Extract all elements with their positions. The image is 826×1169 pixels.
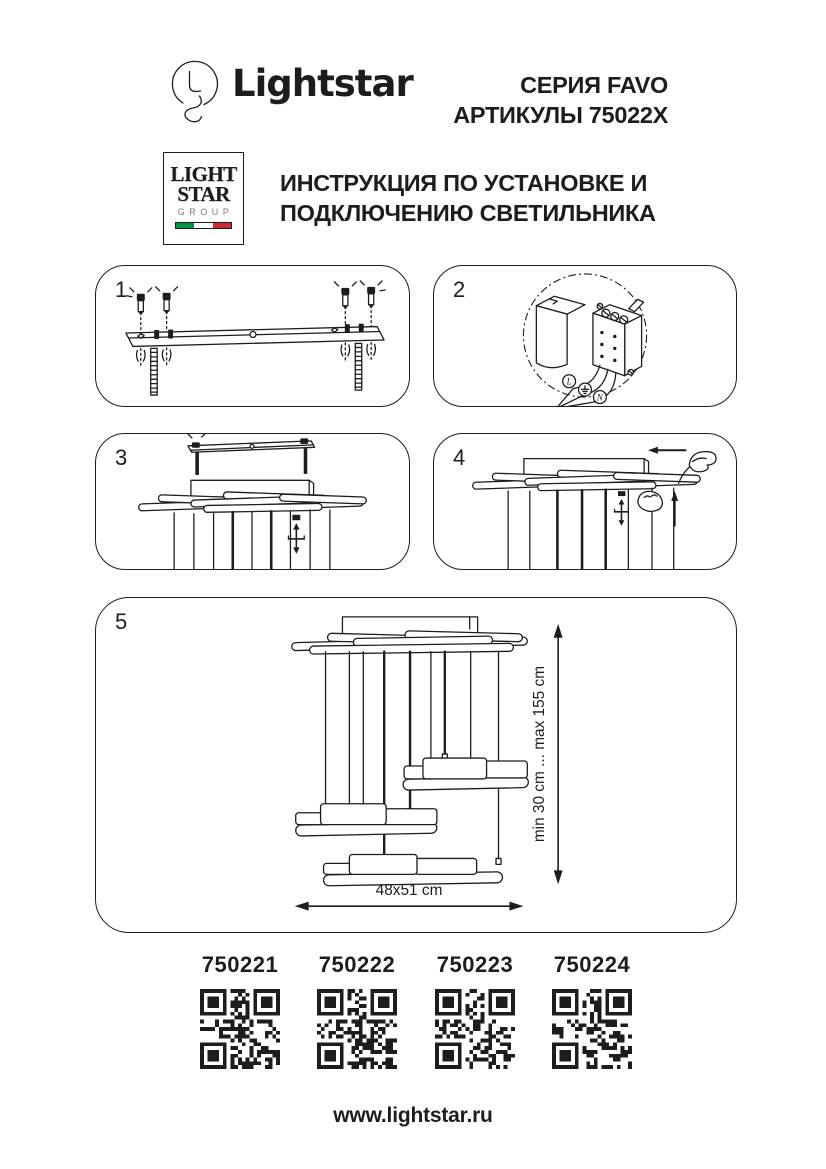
terminal-cover — [536, 296, 585, 367]
qr-code — [552, 989, 632, 1069]
article-code: 750223 — [436, 952, 514, 977]
step-number: 2 — [453, 277, 466, 302]
series-title-block — [453, 70, 668, 130]
width-dimension-label: 48x51 cm — [375, 882, 443, 900]
group-logo-word2: STAR — [177, 182, 230, 206]
upper-light-tier — [403, 758, 528, 790]
step-number: 5 — [115, 609, 128, 634]
top-panel-stack — [292, 631, 528, 654]
step-number: 1 — [115, 277, 128, 302]
step-panel-5 — [95, 597, 737, 933]
screw-icon — [360, 281, 385, 326]
group-logo-word3: GROUP — [177, 207, 234, 217]
screw-icon — [127, 288, 152, 332]
article-block — [197, 952, 283, 1069]
mounting-bar — [188, 434, 315, 475]
threaded-rod-icon — [151, 348, 157, 395]
step-number: 3 — [115, 445, 128, 470]
step-panel-2 — [433, 265, 737, 407]
height-dimension-label: min 30 cm ... max 155 cm — [531, 665, 549, 843]
lightstar-group-logo — [163, 152, 244, 245]
qr-code — [200, 989, 280, 1069]
series-title: СЕРИЯ FAVO — [520, 72, 668, 98]
horizontal-dimension-arrow — [295, 902, 524, 911]
cable-adjuster-icon — [615, 491, 629, 525]
earth-ground-icon — [579, 383, 592, 396]
lightstar-bulb-logo-icon — [163, 55, 227, 131]
screw-icon — [334, 282, 356, 327]
canopy-mounting-diagram — [96, 434, 409, 569]
article-block — [314, 952, 400, 1069]
threaded-rod-icon — [355, 343, 361, 390]
pulling-hand-icon — [689, 452, 716, 472]
anchor-icon — [341, 343, 350, 360]
instruction-title — [280, 168, 656, 228]
panel-stack — [139, 492, 367, 513]
article-code: 750224 — [553, 952, 631, 977]
middle-light-tier — [296, 804, 437, 836]
anchor-icon — [162, 348, 171, 365]
vertical-dimension-arrow — [554, 624, 563, 884]
website-url: www.lightstar.ru — [333, 1104, 493, 1127]
lower-light-tier — [323, 854, 502, 885]
article-block — [432, 952, 518, 1069]
series-subtitle: АРТИКУЛЫ 75022X — [453, 102, 668, 128]
brand-wordmark: Lightstar — [232, 62, 413, 105]
step-number: 4 — [453, 445, 466, 470]
qr-code — [435, 989, 515, 1069]
screw-icon — [156, 287, 178, 331]
anchor-icon — [367, 342, 376, 359]
step-panel-1 — [95, 265, 410, 407]
italy-flag-bar-icon — [175, 222, 232, 229]
gripping-fist-icon — [638, 491, 662, 511]
suspension-cables — [174, 510, 330, 569]
push-up-arrow-icon — [671, 491, 678, 525]
instruction-title-line1: ИНСТРУКЦИЯ ПО УСТАНОВКЕ И — [280, 170, 648, 196]
qr-code — [317, 989, 397, 1069]
article-block — [549, 952, 635, 1069]
terminal-block — [593, 299, 644, 375]
article-code: 750221 — [201, 952, 279, 977]
group-logo-word1: LIGHT — [170, 162, 237, 186]
instruction-title-line2: ПОДКЛЮЧЕНИЮ СВЕТИЛЬНИКА — [280, 200, 656, 226]
live-wire-letter: L — [566, 376, 572, 387]
panel-stack — [473, 470, 701, 491]
pull-left-arrow-icon — [648, 447, 685, 454]
cable-adjustment-diagram — [434, 434, 736, 569]
neutral-wire-letter: N — [596, 392, 603, 403]
mounting-bar-diagram — [96, 266, 409, 406]
step-panel-3 — [95, 433, 410, 570]
assembled-fixture-diagram — [96, 598, 736, 932]
article-code: 750222 — [318, 952, 396, 977]
step-panel-4 — [433, 433, 737, 570]
wiring-diagram — [434, 266, 736, 406]
anchor-icon — [137, 348, 146, 366]
